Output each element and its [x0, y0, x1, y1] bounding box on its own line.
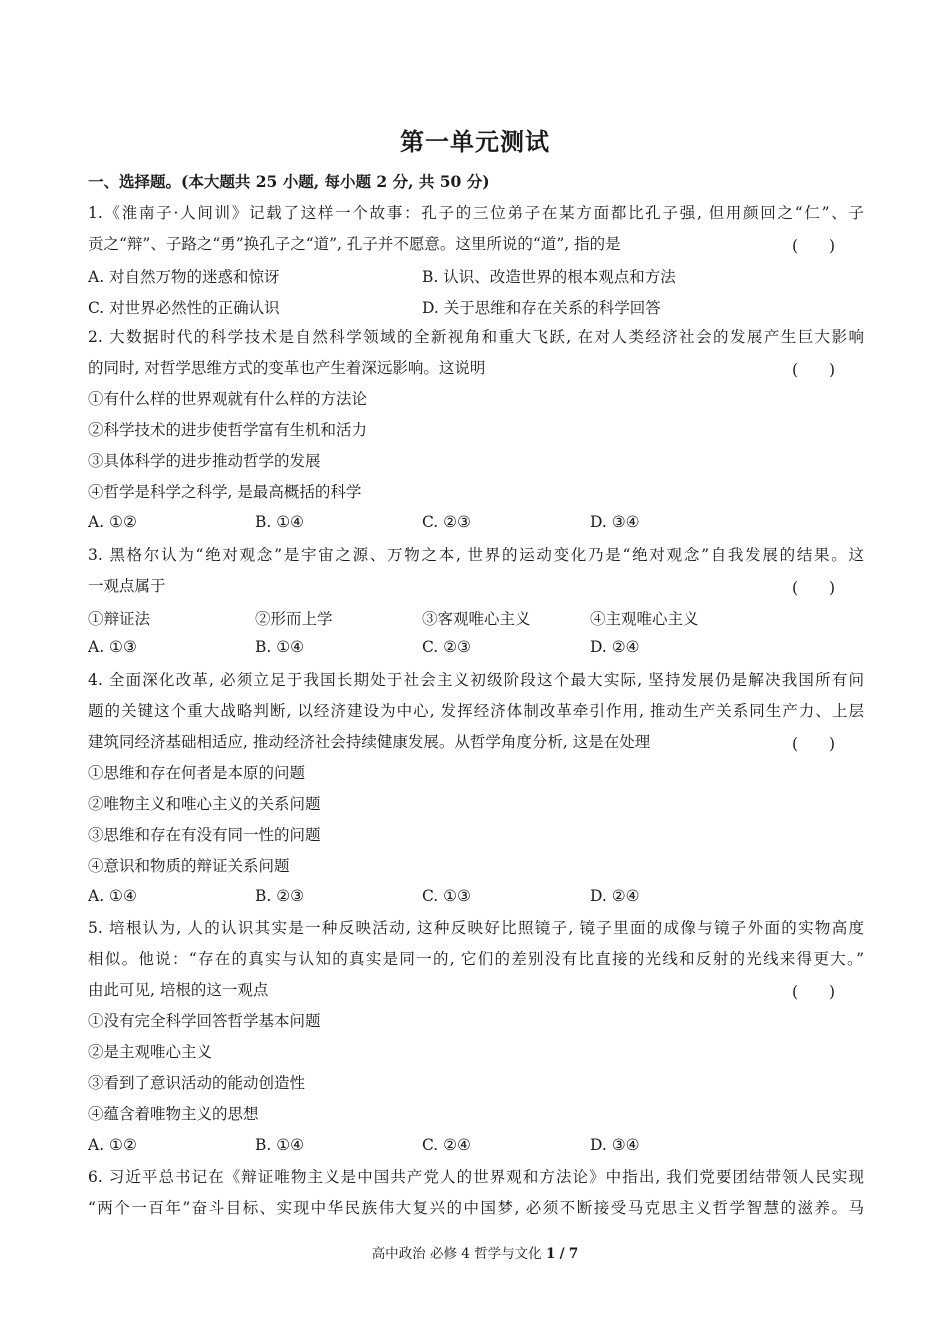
question-4-line-3: 建筑同经济基础相适应, 推动经济社会持续健康发展。从哲学角度分析, 这是在处理: [88, 733, 651, 751]
q2-option-c: C. ②③: [422, 513, 471, 531]
answer-paren: ( ): [792, 735, 836, 753]
q1-option-a: A. 对自然万物的迷惑和惊讶: [88, 268, 280, 286]
question-5-line-3: 由此可见, 培根的这一观点: [88, 981, 269, 999]
q4-option-d: D. ②④: [590, 887, 640, 905]
page-title: 第一单元测试: [400, 127, 550, 156]
question-1-line-2: 贡之“辩”、子路之“勇”换孔子之“道”, 孔子并不愿意。这里所说的“道”, 指的是: [88, 235, 621, 253]
q3-statement-3: ③客观唯心主义: [422, 610, 531, 628]
q2-statement-1: ①有什么样的世界观就有什么样的方法论: [88, 390, 368, 408]
page-number-total: 7: [568, 1246, 579, 1262]
q3-option-d: D. ②④: [590, 638, 640, 656]
q5-statement-4: ④蕴含着唯物主义的思想: [88, 1105, 259, 1123]
q1-option-d: D. 关于思维和存在关系的科学回答: [422, 299, 661, 317]
q2-option-d: D. ③④: [590, 513, 640, 531]
q5-option-b: B. ①④: [255, 1136, 305, 1154]
q4-statement-1: ①思维和存在何者是本原的问题: [88, 764, 306, 782]
answer-paren: ( ): [792, 237, 836, 255]
section-header: 一、选择题。(本大题共 25 小题, 每小题 2 分, 共 50 分): [88, 172, 490, 191]
q4-statement-4: ④意识和物质的辩证关系问题: [88, 857, 290, 875]
q5-option-c: C. ②④: [422, 1136, 471, 1154]
q1-option-b: B. 认识、改造世界的根本观点和方法: [422, 268, 676, 286]
q2-statement-4: ④哲学是科学之科学, 是最高概括的科学: [88, 483, 362, 501]
q3-option-b: B. ①④: [255, 638, 305, 656]
q5-option-a: A. ①②: [88, 1136, 137, 1154]
q2-statement-3: ③具体科学的进步推动哲学的发展: [88, 452, 321, 470]
q4-option-c: C. ①③: [422, 887, 471, 905]
q4-option-a: A. ①④: [88, 887, 137, 905]
q3-option-c: C. ②③: [422, 638, 471, 656]
q5-statement-3: ③看到了意识活动的能动创造性: [88, 1074, 306, 1092]
page-number-separator: /: [559, 1246, 565, 1262]
q3-statement-4: ④主观唯心主义: [590, 610, 699, 628]
answer-paren: ( ): [792, 579, 836, 597]
q4-statement-2: ②唯物主义和唯心主义的关系问题: [88, 795, 321, 813]
q3-option-a: A. ①③: [88, 638, 137, 656]
q5-option-d: D. ③④: [590, 1136, 640, 1154]
question-5-line-2: 相似。他说：“存在的真实与认知的真实是同一的, 它们的差别没有比直接的光线和反射的光线来得更大。”: [88, 950, 864, 968]
footer-course: 高中政治 必修 4 哲学与文化: [371, 1246, 542, 1262]
q2-option-b: B. ①④: [255, 513, 305, 531]
question-1-line-1: 1.《淮南子·人间训》记载了这样一个故事：孔子的三位弟子在某方面都比孔子强, 但用颜回之“仁”、子: [88, 204, 864, 222]
page-number-current: 1: [545, 1246, 556, 1262]
q5-statement-1: ①没有完全科学回答哲学基本问题: [88, 1012, 321, 1030]
question-2-line-1: 2. 大数据时代的科学技术是自然科学领域的全新视角和重大飞跃, 在对人类经济社会的发展产生巨大影响: [88, 328, 864, 346]
q4-option-b: B. ②③: [255, 887, 305, 905]
q2-statement-2: ②科学技术的进步使哲学富有生机和活力: [88, 421, 368, 439]
q3-statement-1: ①辩证法: [88, 610, 151, 628]
q3-statement-2: ②形而上学: [255, 610, 333, 628]
page-footer: [0, 1242, 950, 1262]
question-2-line-2: 的同时, 对哲学思维方式的变革也产生着深远影响。这说明: [88, 359, 486, 377]
q2-option-a: A. ①②: [88, 513, 137, 531]
question-3-line-1: 3. 黑格尔认为“绝对观念”是宇宙之源、万物之本, 世界的运动变化乃是“绝对观念”自我发展的结果。这: [88, 546, 864, 564]
q4-statement-3: ③思维和存在有没有同一性的问题: [88, 826, 321, 844]
question-6-line-1: 6. 习近平总书记在《辩证唯物主义是中国共产党人的世界观和方法论》中指出, 我们党要团结带领人民实现: [88, 1168, 864, 1186]
question-4-line-1: 4. 全面深化改革, 必须立足于我国长期处于社会主义初级阶段这个最大实际, 坚持发展仍是解决我国所有问: [88, 671, 864, 689]
answer-paren: ( ): [792, 983, 836, 1001]
answer-paren: ( ): [792, 361, 836, 379]
question-6-line-2: “两个一百年”奋斗目标、实现中华民族伟大复兴的中国梦, 必须不断接受马克思主义哲学智慧的滋养。马: [88, 1199, 864, 1217]
q5-statement-2: ②是主观唯心主义: [88, 1043, 213, 1061]
q1-option-c: C. 对世界必然性的正确认识: [88, 299, 280, 317]
question-5-line-1: 5. 培根认为, 人的认识其实是一种反映活动, 这种反映好比照镜子, 镜子里面的成像与镜子外面的实物高度: [88, 919, 864, 937]
question-3-line-2: 一观点属于: [88, 577, 166, 595]
question-4-line-2: 题的关键这个重大战略判断, 以经济建设为中心, 发挥经济体制改革牵引作用, 推动生产关系同生产力、上层: [88, 702, 864, 720]
